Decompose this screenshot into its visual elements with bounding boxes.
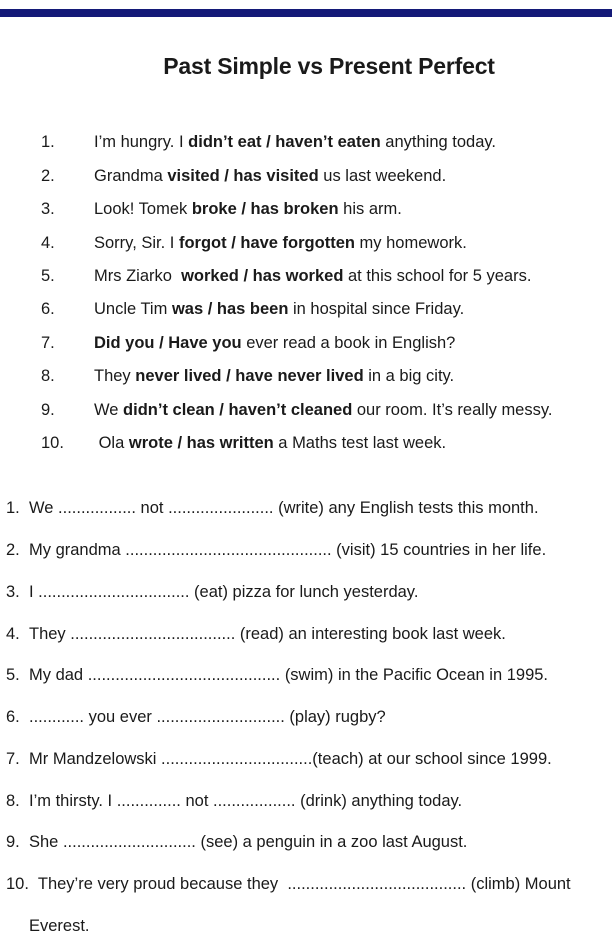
item-number: 1. bbox=[41, 133, 55, 151]
sentence-text: anything today. bbox=[380, 133, 496, 151]
verb-choice: broke / has broken bbox=[191, 200, 339, 218]
item-sentence bbox=[94, 334, 455, 353]
item-sentence bbox=[94, 401, 552, 420]
sentence-text: Grandma bbox=[94, 167, 168, 185]
item-number: 7. bbox=[41, 334, 55, 352]
sentence-text: in hospital since Friday. bbox=[288, 300, 465, 318]
sentence-text: us last weekend. bbox=[318, 167, 447, 185]
sentence-text: in a big city. bbox=[363, 367, 455, 385]
item-sentence bbox=[94, 167, 446, 186]
item-sentence bbox=[94, 267, 531, 286]
item-number: 9. bbox=[6, 833, 20, 851]
verb-choice: Did you / Have you bbox=[94, 334, 242, 352]
item-sentence bbox=[94, 200, 402, 219]
sentence-text: Look! Tomek bbox=[94, 200, 192, 218]
sentence-text: Ola bbox=[94, 434, 129, 452]
fill-in-sentence: Mr Mandzelowski .................................(teach) at our school since 1999. bbox=[29, 750, 552, 768]
page-title: Past Simple vs Present Perfect bbox=[163, 53, 495, 79]
sentence-text: Uncle Tim bbox=[94, 300, 172, 318]
item-number: 3. bbox=[41, 200, 55, 218]
fill-in-sentence: ............ you ever ............................ (play) rugby? bbox=[29, 708, 386, 726]
sentence-text: our room. It’s really messy. bbox=[352, 401, 553, 419]
item-number: 6. bbox=[41, 300, 55, 318]
top-rule bbox=[0, 9, 612, 17]
item-number: 2. bbox=[41, 167, 55, 185]
sentence-text: his arm. bbox=[338, 200, 402, 218]
sentence-text: ever read a book in English? bbox=[241, 334, 456, 352]
fill-in-sentence: I’m thirsty. I .............. not .................. (drink) anything today. bbox=[29, 792, 463, 810]
fill-in-sentence: My dad .......................................... (swim) in the Pacific Ocean in 1995. bbox=[29, 666, 549, 684]
item-sentence bbox=[94, 133, 496, 152]
fill-in-sentence: I ................................. (eat) pizza for lunch yesterday. bbox=[29, 583, 419, 601]
verb-choice: was / has been bbox=[171, 300, 289, 318]
sentence-text: We bbox=[94, 401, 124, 419]
fill-in-sentence: We ................. not ....................... (write) any English tests this month. bbox=[29, 499, 539, 517]
item-number: 4. bbox=[6, 625, 20, 643]
verb-choice: didn’t clean / haven’t cleaned bbox=[123, 401, 353, 419]
fill-in-sentence: Everest. bbox=[29, 917, 90, 935]
fill-in-sentence: They’re very proud because they ....................................... (climb) Mount bbox=[29, 875, 571, 893]
item-sentence bbox=[94, 300, 464, 319]
item-number: 10. bbox=[41, 434, 64, 452]
sentence-text: They bbox=[94, 367, 136, 385]
item-number: 9. bbox=[41, 401, 55, 419]
item-number: 3. bbox=[6, 583, 20, 601]
verb-choice: visited / has visited bbox=[167, 167, 319, 185]
verb-choice: didn’t eat / haven’t eaten bbox=[188, 133, 381, 151]
sentence-text: at this school for 5 years. bbox=[343, 267, 532, 285]
item-number: 4. bbox=[41, 234, 55, 252]
sentence-text: Sorry, Sir. I bbox=[94, 234, 179, 252]
verb-choice: wrote / has written bbox=[128, 434, 274, 452]
fill-in-sentence: My grandma ............................................. (visit) 15 countries in her life. bbox=[29, 541, 547, 559]
sentence-text: Mrs Ziarko bbox=[94, 267, 182, 285]
sentence-text: my homework. bbox=[354, 234, 467, 252]
verb-choice: never lived / have never lived bbox=[135, 367, 364, 385]
item-sentence bbox=[94, 367, 454, 386]
item-sentence bbox=[94, 434, 446, 453]
verb-choice: forgot / have forgotten bbox=[178, 234, 355, 252]
fill-in-sentence: They .................................... (read) an interesting book last week. bbox=[29, 625, 506, 643]
sentence-text: a Maths test last week. bbox=[273, 434, 447, 452]
fill-in-sentence: She ............................. (see) a penguin in a zoo last August. bbox=[29, 833, 468, 851]
item-number: 8. bbox=[41, 367, 55, 385]
item-number: 5. bbox=[41, 267, 55, 285]
item-number: 5. bbox=[6, 666, 20, 684]
item-number: 8. bbox=[6, 792, 20, 810]
item-number: 6. bbox=[6, 708, 20, 726]
item-number: 1. bbox=[6, 499, 20, 517]
item-number: 7. bbox=[6, 750, 20, 768]
item-number: 2. bbox=[6, 541, 20, 559]
item-number: 10. bbox=[6, 875, 29, 893]
item-sentence bbox=[94, 234, 467, 253]
verb-choice: worked / has worked bbox=[181, 267, 344, 285]
sentence-text: I’m hungry. I bbox=[94, 133, 189, 151]
